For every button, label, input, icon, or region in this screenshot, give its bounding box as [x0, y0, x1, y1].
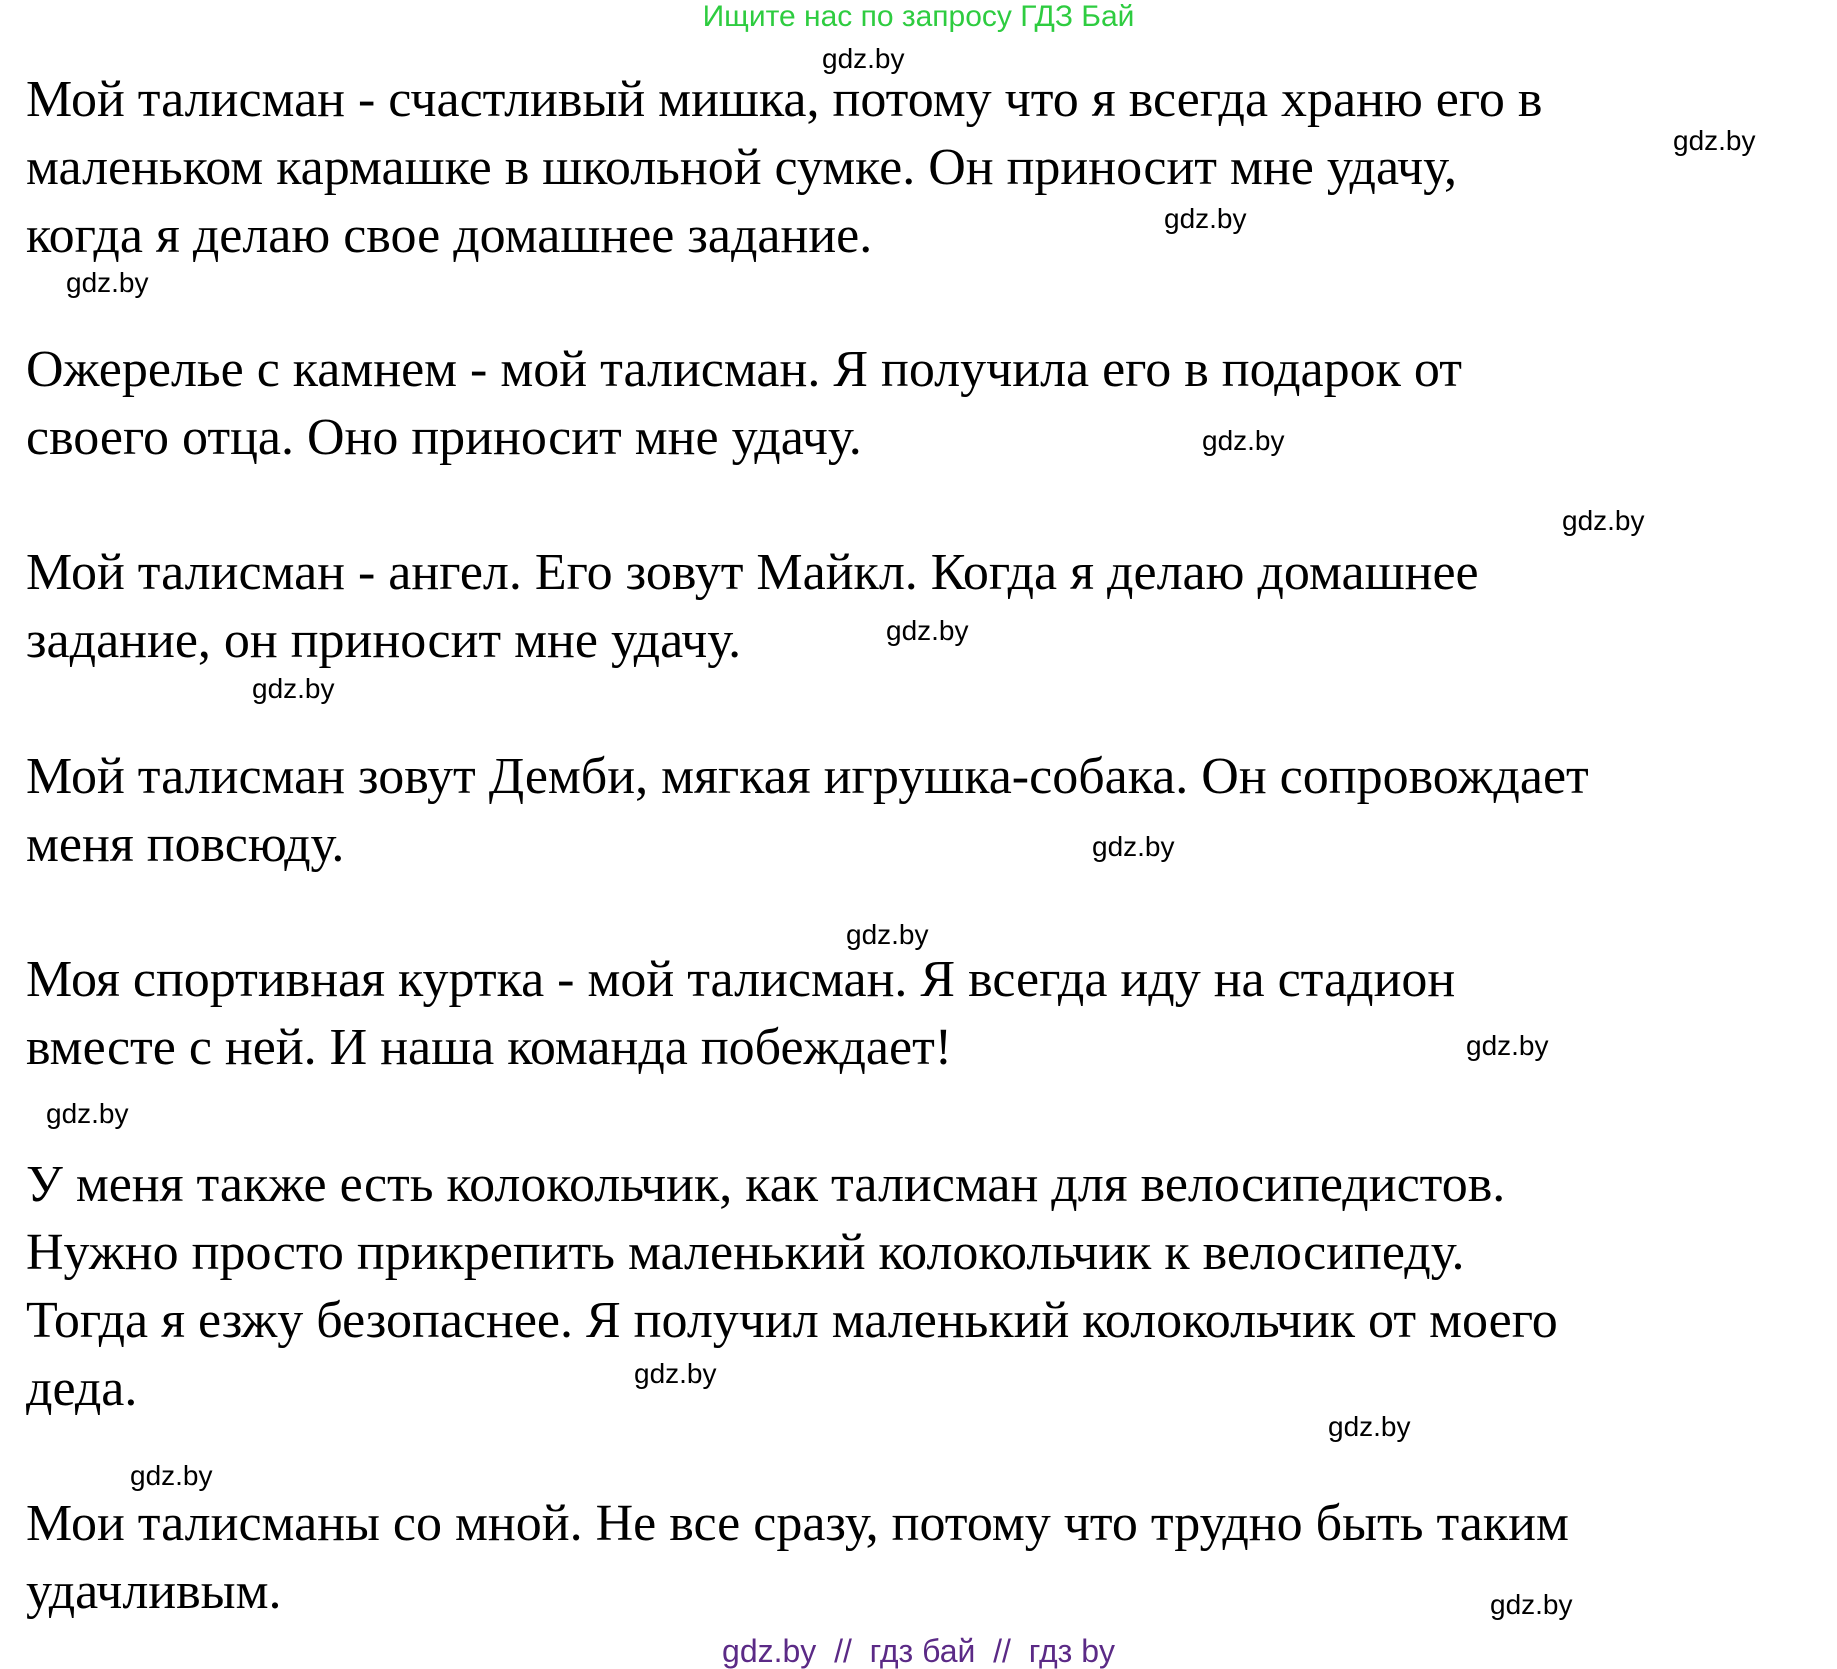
- watermark: gdz.by: [1673, 125, 1756, 156]
- paragraph-line: своего отца. Оно приносит мне удачу.: [26, 409, 862, 466]
- paragraph-line: У меня также есть колокольчик, как талисман для велосипедистов.: [26, 1156, 1506, 1213]
- paragraph-line: Мой талисман зовут Демби, мягкая игрушка-собака. Он сопровождает: [26, 748, 1589, 805]
- paragraph-line: Нужно просто прикрепить маленький колокольчик к велосипеду.: [26, 1224, 1465, 1281]
- paragraph-4: [26, 743, 1589, 879]
- paragraph-line: Мой талисман - счастливый мишка, потому что я всегда храню его в: [26, 71, 1543, 128]
- paragraph-line: Мой талисман - ангел. Его зовут Майкл. Когда я делаю домашнее: [26, 544, 1479, 601]
- watermark: gdz.by: [1202, 425, 1285, 456]
- watermark: gdz.by: [1562, 505, 1645, 536]
- watermark: gdz.by: [1164, 203, 1247, 234]
- paragraph-1: [26, 66, 1542, 270]
- paragraph-line: Мои талисманы со мной. Не все сразу, потому что трудно быть таким: [26, 1495, 1569, 1552]
- paragraph-line: вместе с ней. И наша команда побеждает!: [26, 1019, 953, 1076]
- search-banner: Ищите нас по запросу ГДЗ Бай: [702, 0, 1135, 33]
- paragraph-line: меня повсюду.: [26, 816, 345, 873]
- watermark: gdz.by: [1490, 1589, 1573, 1620]
- paragraph-line: деда.: [26, 1360, 138, 1417]
- paragraph-line: удачливым.: [26, 1563, 282, 1620]
- paragraph-line: Моя спортивная куртка - мой талисман. Я всегда иду на стадион: [26, 951, 1456, 1008]
- watermark: gdz.by: [130, 1460, 213, 1491]
- watermark: gdz.by: [846, 919, 929, 950]
- watermark: gdz.by: [634, 1358, 717, 1389]
- paragraph-line: Ожерелье с камнем - мой талисман. Я получила его в подарок от: [26, 341, 1462, 398]
- paragraph-7: [26, 1490, 1569, 1626]
- watermark: gdz.by: [1328, 1411, 1411, 1442]
- paragraph-6: [26, 1151, 1558, 1423]
- watermark: gdz.by: [66, 267, 149, 298]
- watermark: gdz.by: [886, 615, 969, 646]
- paragraph-3: [26, 539, 1479, 675]
- watermark: gdz.by: [252, 673, 335, 704]
- paragraph-line: Тогда я езжу безопаснее. Я получил маленький колокольчик от моего: [26, 1292, 1558, 1349]
- paragraph-line: маленьком кармашке в школьной сумке. Он приносит мне удачу,: [26, 139, 1457, 196]
- paragraph-line: задание, он приносит мне удачу.: [26, 612, 742, 669]
- watermark: gdz.by: [1466, 1030, 1549, 1061]
- watermark: gdz.by: [46, 1098, 129, 1129]
- paragraph-5: [26, 946, 1455, 1082]
- watermark: gdz.by: [822, 43, 905, 74]
- paragraph-line: когда я делаю свое домашнее задание.: [26, 207, 873, 264]
- footer-links: gdz.by // гдз бай // гдз by: [722, 1633, 1115, 1669]
- watermark: gdz.by: [1092, 831, 1175, 862]
